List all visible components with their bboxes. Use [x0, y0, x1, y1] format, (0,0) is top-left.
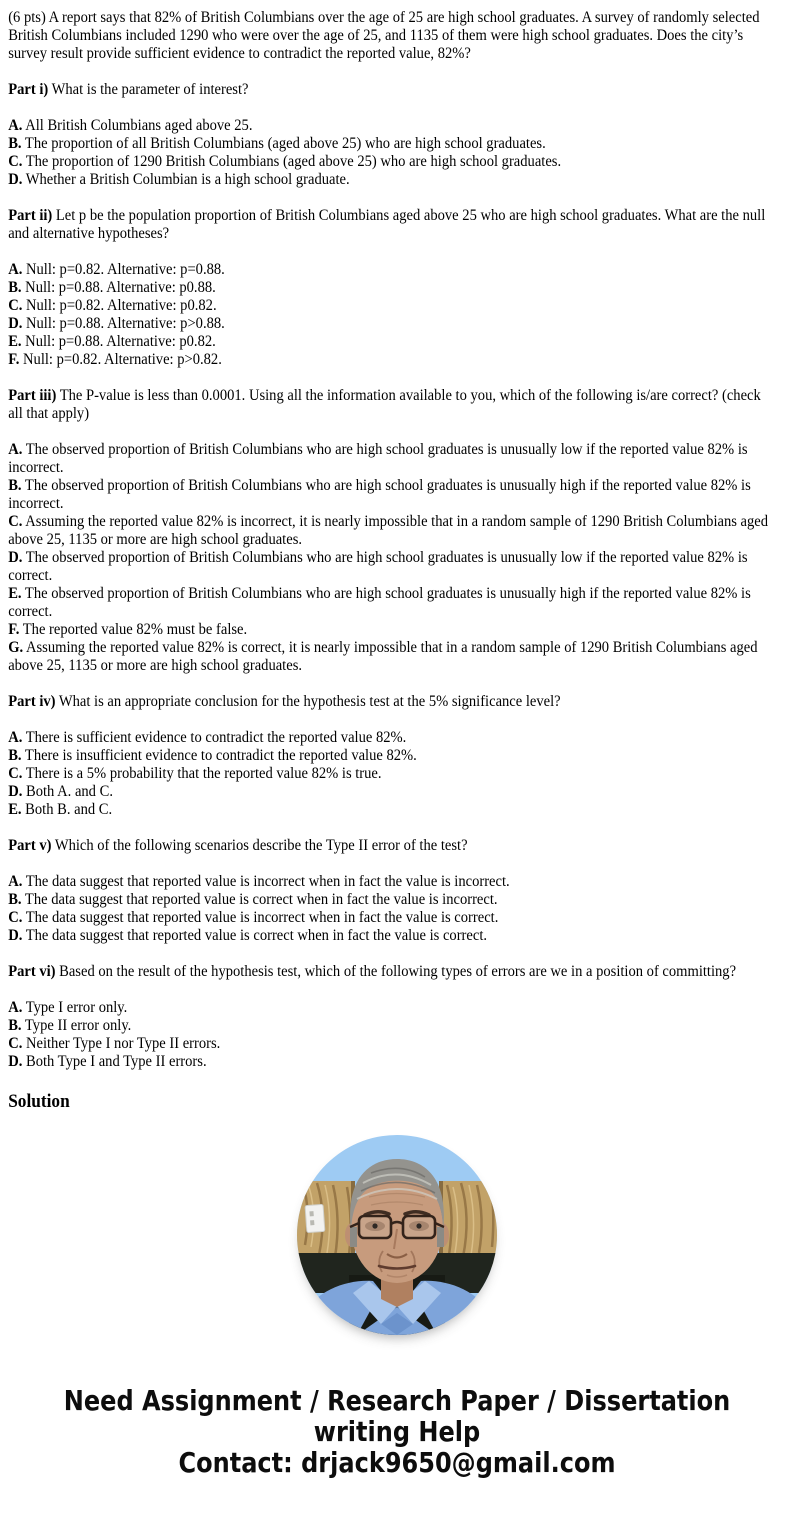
option-line	[8, 135, 775, 153]
option-line	[8, 747, 775, 765]
part-question-text: Which of the following scenarios describe the Type II error of the test?	[54, 837, 468, 854]
option-text: The reported value 82% must be false.	[22, 621, 248, 638]
option-text: Type II error only.	[24, 1017, 132, 1034]
option-text: Null: p=0.82. Alternative: p=0.88.	[25, 261, 225, 278]
option-letter: C.	[8, 909, 23, 926]
parts-container	[8, 81, 775, 1071]
footer-contact: Contact: drjack9650@gmail.com	[178, 1446, 616, 1479]
option-text: There is a 5% probability that the reported value 82% is true.	[25, 765, 382, 782]
part-question	[8, 81, 775, 99]
option-letter: A.	[8, 873, 23, 890]
option-letter: E.	[8, 333, 22, 350]
option-text: The data suggest that reported value is incorrect when in fact the value is incorrect.	[25, 873, 510, 890]
options-block	[8, 729, 775, 819]
option-line	[8, 477, 775, 513]
option-line	[8, 621, 775, 639]
option-line	[8, 999, 775, 1017]
option-text: Assuming the reported value 82% is correct, it is nearly impossible that in a random sample of 1290 British Columbians aged above 25, 1135 or more are high school graduates.	[8, 639, 758, 674]
option-line	[8, 549, 775, 585]
photo-switch-plate	[305, 1204, 325, 1232]
option-letter: A.	[8, 441, 23, 458]
option-line	[8, 783, 775, 801]
option-line	[8, 891, 775, 909]
intro-paragraph: (6 pts) A report says that 82% of British Columbians over the age of 25 are high school graduates. A survey of randomly selected British Columbians included 1290 who were over the age of 25, and 1135 of them were high school graduates. Does the city’s survey result provide sufficient evidence to contradict the reported value, 82%?	[8, 9, 760, 62]
option-text: Null: p=0.88. Alternative: p0.82.	[25, 333, 216, 350]
options-block	[8, 441, 775, 675]
option-line	[8, 441, 775, 477]
part-section-2	[8, 207, 775, 369]
part-section-1	[8, 81, 775, 189]
part-question	[8, 963, 775, 981]
option-letter: D.	[8, 927, 23, 944]
part-question-text: The P-value is less than 0.0001. Using all the information available to you, which of the following is/are correct? (check all that apply)	[8, 387, 761, 422]
option-line	[8, 171, 775, 189]
option-line	[8, 927, 775, 945]
option-line	[8, 1035, 775, 1053]
option-text: The observed proportion of British Columbians who are high school graduates is unusually high if the reported value 82% is correct.	[8, 585, 751, 620]
option-letter: F.	[8, 351, 20, 368]
option-line	[8, 801, 775, 819]
option-line	[8, 1053, 775, 1071]
option-letter: E.	[8, 585, 22, 602]
option-letter: B.	[8, 279, 22, 296]
option-line	[8, 279, 775, 297]
portrait-svg	[297, 1135, 497, 1335]
part-question	[8, 693, 775, 711]
part-label: Part vi)	[8, 963, 56, 980]
option-line	[8, 333, 775, 351]
option-letter: B.	[8, 477, 22, 494]
option-text: Assuming the reported value 82% is incorrect, it is nearly impossible that in a random sample of 1290 British Columbians aged above 25, 1135 or more are high school graduates.	[8, 513, 769, 548]
option-text: Both B. and C.	[25, 801, 113, 818]
option-text: All British Columbians aged above 25.	[25, 117, 253, 134]
options-block	[8, 999, 775, 1071]
part-label: Part ii)	[8, 207, 53, 224]
option-letter: C.	[8, 765, 23, 782]
option-text: Null: p=0.88. Alternative: p>0.88.	[25, 315, 225, 332]
option-text: Type I error only.	[25, 999, 128, 1016]
options-block	[8, 261, 775, 369]
option-text: The proportion of 1290 British Columbians (aged above 25) who are high school graduates.	[25, 153, 562, 170]
solution-heading: Solution	[8, 1091, 70, 1112]
part-section-3	[8, 387, 775, 675]
option-text: There is insufficient evidence to contradict the reported value 82%.	[24, 747, 417, 764]
option-text: Neither Type I nor Type II errors.	[25, 1035, 221, 1052]
option-text: The proportion of all British Columbians (aged above 25) who are high school graduates.	[24, 135, 546, 152]
option-letter: B.	[8, 135, 22, 152]
option-line	[8, 153, 775, 171]
option-letter: D.	[8, 171, 23, 188]
option-letter: D.	[8, 783, 23, 800]
part-question-text: Let p be the population proportion of British Columbians aged above 25 who are high school graduates. What are the null and alternative hypotheses?	[8, 207, 766, 242]
option-text: There is sufficient evidence to contradict the reported value 82%.	[25, 729, 407, 746]
part-question	[8, 207, 775, 243]
option-line	[8, 639, 775, 675]
option-text: The data suggest that reported value is correct when in fact the value is incorrect.	[24, 891, 498, 908]
option-text: Null: p=0.82. Alternative: p>0.82.	[23, 351, 222, 368]
option-line	[8, 1017, 775, 1035]
footer-ad	[28, 1385, 766, 1508]
option-letter: C.	[8, 297, 23, 314]
part-question-text: What is the parameter of interest?	[51, 81, 249, 98]
option-letter: G.	[8, 639, 24, 656]
option-text: The observed proportion of British Columbians who are high school graduates is unusually low if the reported value 82% is correct.	[8, 549, 748, 584]
part-section-6	[8, 963, 775, 1071]
option-line	[8, 585, 775, 621]
option-letter: A.	[8, 261, 23, 278]
option-letter: E.	[8, 801, 22, 818]
option-text: Whether a British Columbian is a high school graduate.	[25, 171, 350, 188]
option-line	[8, 261, 775, 279]
option-text: Both Type I and Type II errors.	[25, 1053, 207, 1070]
option-letter: D.	[8, 1053, 23, 1070]
part-section-4	[8, 693, 775, 819]
part-question-text: Based on the result of the hypothesis test, which of the following types of errors are we in a position of committing?	[59, 963, 737, 980]
option-letter: A.	[8, 117, 23, 134]
part-section-5	[8, 837, 775, 945]
option-letter: B.	[8, 1017, 22, 1034]
part-label: Part iii)	[8, 387, 57, 404]
option-letter: C.	[8, 153, 23, 170]
option-letter: A.	[8, 729, 23, 746]
option-letter: D.	[8, 315, 23, 332]
options-block	[8, 117, 775, 189]
option-line	[8, 297, 775, 315]
option-letter: F.	[8, 621, 20, 638]
option-line	[8, 513, 775, 549]
part-question	[8, 387, 775, 423]
option-line	[8, 315, 775, 333]
option-letter: B.	[8, 747, 22, 764]
option-letter: B.	[8, 891, 22, 908]
option-line	[8, 351, 775, 369]
footer-help-text: Need Assignment / Research Paper / Dissertation writing Help	[63, 1384, 731, 1448]
option-text: The observed proportion of British Columbians who are high school graduates is unusually high if the reported value 82% is incorrect.	[8, 477, 751, 512]
option-line	[8, 873, 775, 891]
option-text: Null: p=0.88. Alternative: p0.88.	[25, 279, 216, 296]
options-block	[8, 873, 775, 945]
part-label: Part v)	[8, 837, 52, 854]
part-question	[8, 837, 775, 855]
option-line	[8, 117, 775, 135]
part-label: Part iv)	[8, 693, 56, 710]
option-line	[8, 765, 775, 783]
option-letter: C.	[8, 513, 23, 530]
option-line	[8, 909, 775, 927]
option-text: The data suggest that reported value is correct when in fact the value is correct.	[25, 927, 488, 944]
portrait-photo	[297, 1135, 497, 1335]
option-text: Both A. and C.	[25, 783, 113, 800]
option-text: The data suggest that reported value is incorrect when in fact the value is correct.	[25, 909, 499, 926]
option-letter: A.	[8, 999, 23, 1016]
option-text: The observed proportion of British Columbians who are high school graduates is unusually low if the reported value 82% is incorrect.	[8, 441, 748, 476]
part-question-text: What is an appropriate conclusion for the hypothesis test at the 5% significance level?	[58, 693, 561, 710]
option-letter: C.	[8, 1035, 23, 1052]
option-line	[8, 729, 775, 747]
option-text: Null: p=0.82. Alternative: p0.82.	[25, 297, 217, 314]
option-letter: D.	[8, 549, 23, 566]
part-label: Part i)	[8, 81, 49, 98]
